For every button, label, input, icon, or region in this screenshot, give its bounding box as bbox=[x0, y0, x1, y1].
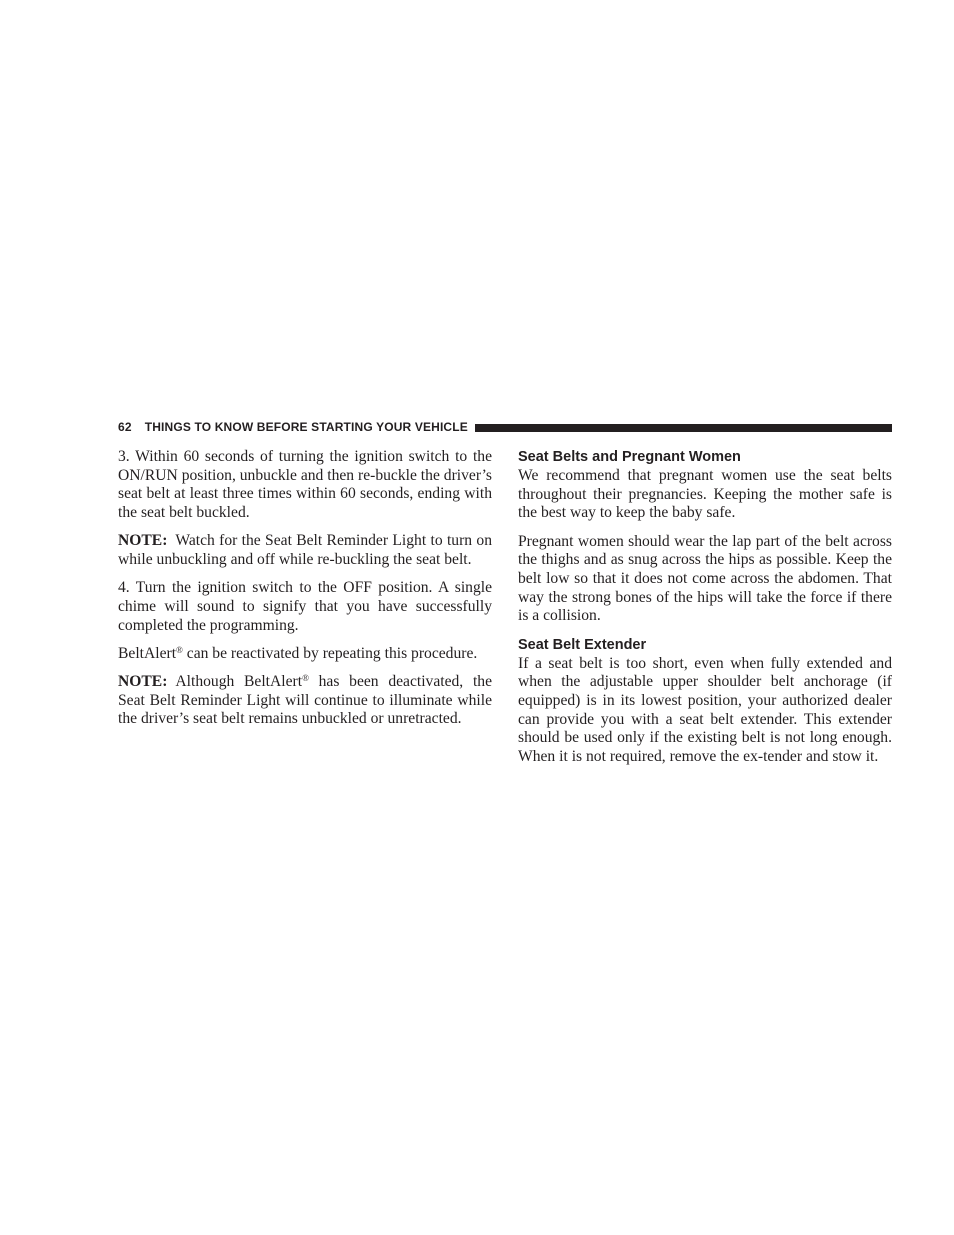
heading-seat-belt-extender: Seat Belt Extender bbox=[518, 636, 647, 653]
note-1-paragraph bbox=[118, 532, 492, 569]
note-2-text-a: Although BeltAlert bbox=[175, 673, 303, 691]
section-title: THINGS TO KNOW BEFORE STARTING YOUR VEHICLE bbox=[144, 420, 468, 434]
step-4-paragraph: 4. Turn the ignition switch to the OFF position. A single chime will sound to signify that you have successfully completed the programming. bbox=[118, 579, 492, 634]
heading-pregnant-women: Seat Belts and Pregnant Women bbox=[518, 449, 741, 465]
registered-mark: ® bbox=[302, 673, 309, 684]
reactivate-text: can be reactivated by repeating this procedure. bbox=[182, 644, 478, 662]
left-column bbox=[118, 448, 492, 739]
header-rule bbox=[475, 424, 892, 432]
page-header bbox=[118, 419, 892, 435]
beltalert-brand: BeltAlert bbox=[118, 644, 177, 662]
registered-mark: ® bbox=[176, 644, 183, 655]
note-label: NOTE: bbox=[118, 532, 168, 550]
extender-paragraph: If a seat belt is too short, even when fully extended and when the adjustable upper shoulder belt anchorage (if equipped) is in its lowest position, your authorized dealer can provide you with a seat belt extender. This extender should be used only if the existing belt is not long enough. When it is not required, remove the ex-tender and stow it. bbox=[518, 654, 892, 766]
note-label: NOTE: bbox=[118, 673, 168, 691]
step-3-paragraph: 3. Within 60 seconds of turning the ignition switch to the ON/RUN position, unbuckle and then re-buckle the driver’s seat belt at least three times within 60 seconds, ending with the seat belt buckled. bbox=[118, 448, 492, 522]
page-number: 62 bbox=[118, 420, 132, 434]
pregnant-paragraph-1: We recommend that pregnant women use the seat belts throughout their pregnancies. Keeping the mother safe is the best way to keep the baby safe. bbox=[518, 467, 892, 522]
right-column bbox=[518, 448, 892, 776]
reactivate-paragraph bbox=[118, 645, 492, 664]
note-2-text-b: has been deactivated, the Seat Belt Reminder Light will continue to illuminate while the driver’s seat belt remains unbuckled or unretracted. bbox=[118, 673, 492, 728]
note-2-paragraph bbox=[118, 673, 492, 729]
pregnant-paragraph-2: Pregnant women should wear the lap part of the belt across the thighs and as snug across the hips as possible. Keep the belt low so that it does not come across the abdomen. That way the strong bones of the hips will take the force if there is a collision. bbox=[518, 532, 892, 625]
note-1-text: Watch for the Seat Belt Reminder Light to turn on while unbuckling and off while re-buckling the seat belt. bbox=[118, 532, 492, 569]
